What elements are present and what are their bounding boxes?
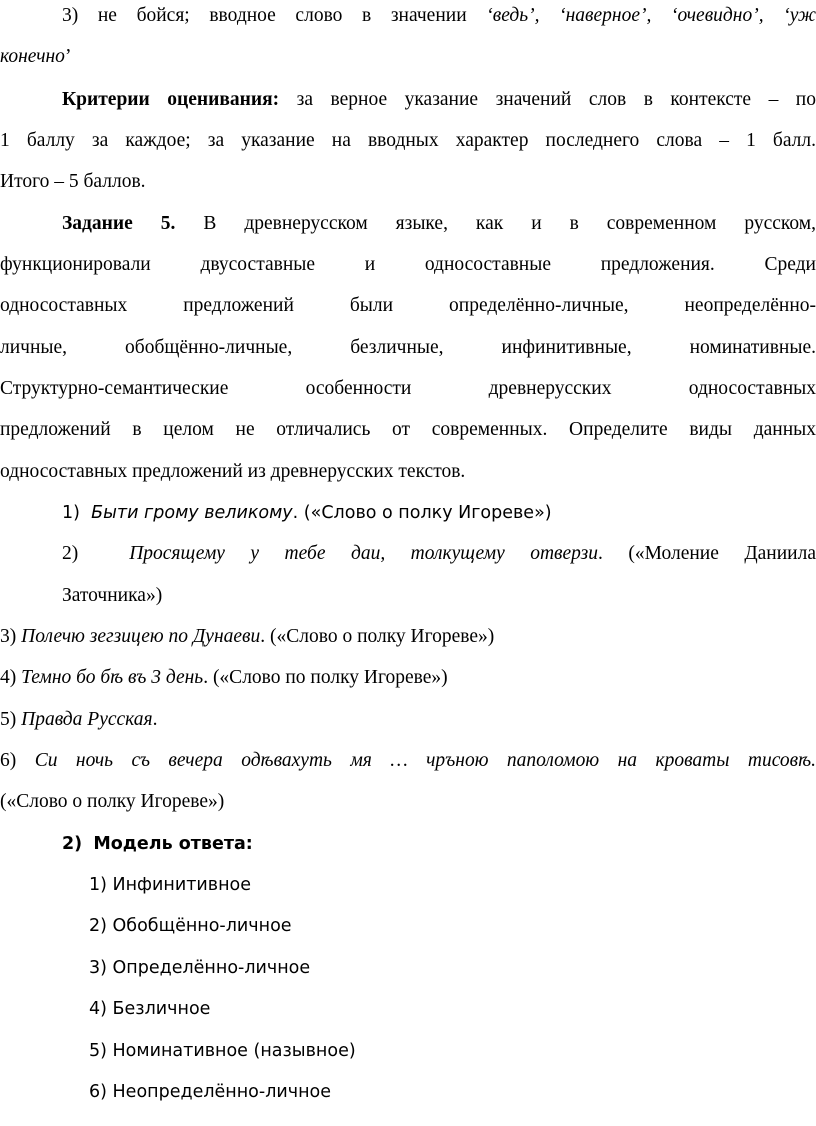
example-5-quote: Правда Русская: [21, 709, 153, 730]
example-4: 4) Темно бо бѣ въ 3 день. («Слово по полку Игореве»): [0, 667, 448, 688]
example-3: 3) Полечю зегзицею по Дунаеви. («Слово о полку Игореве»): [0, 626, 495, 647]
task5-line6: предложений в целом не отличались от современных. Определите виды данных: [0, 419, 816, 440]
example-2-quote: Просящему у тебе даи, толкущему отверзи: [129, 543, 599, 564]
example-6-quote: Си ночь съ вечера одѣвахуть мя … чръною паполомою на кроваты тисовѣ.: [34, 750, 816, 771]
answer-item-6: 6) Неопределённо-личное: [89, 1082, 332, 1102]
example-2-line2: Заточника»): [62, 585, 163, 606]
example-5: 5) Правда Русская.: [0, 709, 158, 730]
answer-item-3: 3) Определённо-личное: [89, 958, 311, 978]
example-6-line1: 6) Си ночь съ вечера одѣвахуть мя … чръною паполомою на кроваты тисовѣ.: [0, 750, 816, 771]
meaning-uzh: ‘уж: [783, 5, 816, 26]
meaning-konechno: конечно: [0, 46, 65, 67]
answer-item-5: 5) Номинативное (назывное): [89, 1041, 356, 1061]
task5-line7: односоставных предложений из древнерусских текстов.: [0, 461, 466, 482]
answer-item-4: 4) Безличное: [89, 999, 211, 1019]
task5-line5: Структурно-семантические особенности древнерусских односоставных: [0, 378, 816, 399]
task5-line3: односоставных предложений были определённо-личные, неопределённо-: [0, 295, 816, 316]
example-2-line1: 2) Просящему у тебе даи, толкущему отверзи. («Моление Даниила: [62, 543, 816, 564]
criteria-line3: Итого – 5 баллов.: [0, 171, 146, 192]
meaning-vedj: ‘ведь’,: [486, 5, 540, 26]
answer-heading-text: Модель ответа:: [93, 834, 253, 854]
meaning-ochevidno: ‘очевидно’,: [671, 5, 764, 26]
criteria-line1: Критерии оценивания: за верное указание значений слов в контексте – по: [62, 89, 816, 110]
item3-line1: [62, 4, 816, 28]
example-6-line2: («Слово о полку Игореве»): [0, 791, 225, 812]
answer-item-2: 2) Обобщённо-личное: [89, 916, 292, 936]
task5-line2: функционировали двусоставные и односоставные предложения. Среди: [0, 254, 816, 275]
item3-prefix: 3) не бойся; вводное слово в значении: [62, 5, 487, 26]
item3-line2: конечно’: [0, 46, 72, 67]
task5-line1: Задание 5. В древнерусском языке, как и в современном русском,: [62, 213, 816, 234]
example-1-quote: Быти грому великому: [91, 503, 293, 523]
task5-label: Задание 5.: [62, 213, 176, 234]
example-1: 1) Быти грому великому. («Слово о полку Игореве»): [62, 503, 552, 523]
example-3-quote: Полечю зегзицею по Дунаеви: [21, 626, 261, 647]
criteria-label: Критерии оценивания:: [62, 89, 280, 110]
meaning-navernoe: ‘наверное’,: [559, 5, 652, 26]
criteria-line2: 1 баллу за каждое; за указание на вводных характер последнего слова – 1 балл.: [0, 130, 816, 151]
answer-item-1: 1) Инфинитивное: [89, 875, 252, 895]
answer-heading: 2) Модель ответа:: [62, 834, 253, 854]
example-4-quote: Темно бо бѣ въ 3 день: [21, 667, 204, 688]
task5-line4: личные, обобщённо-личные, безличные, инфинитивные, номинативные.: [0, 337, 816, 358]
